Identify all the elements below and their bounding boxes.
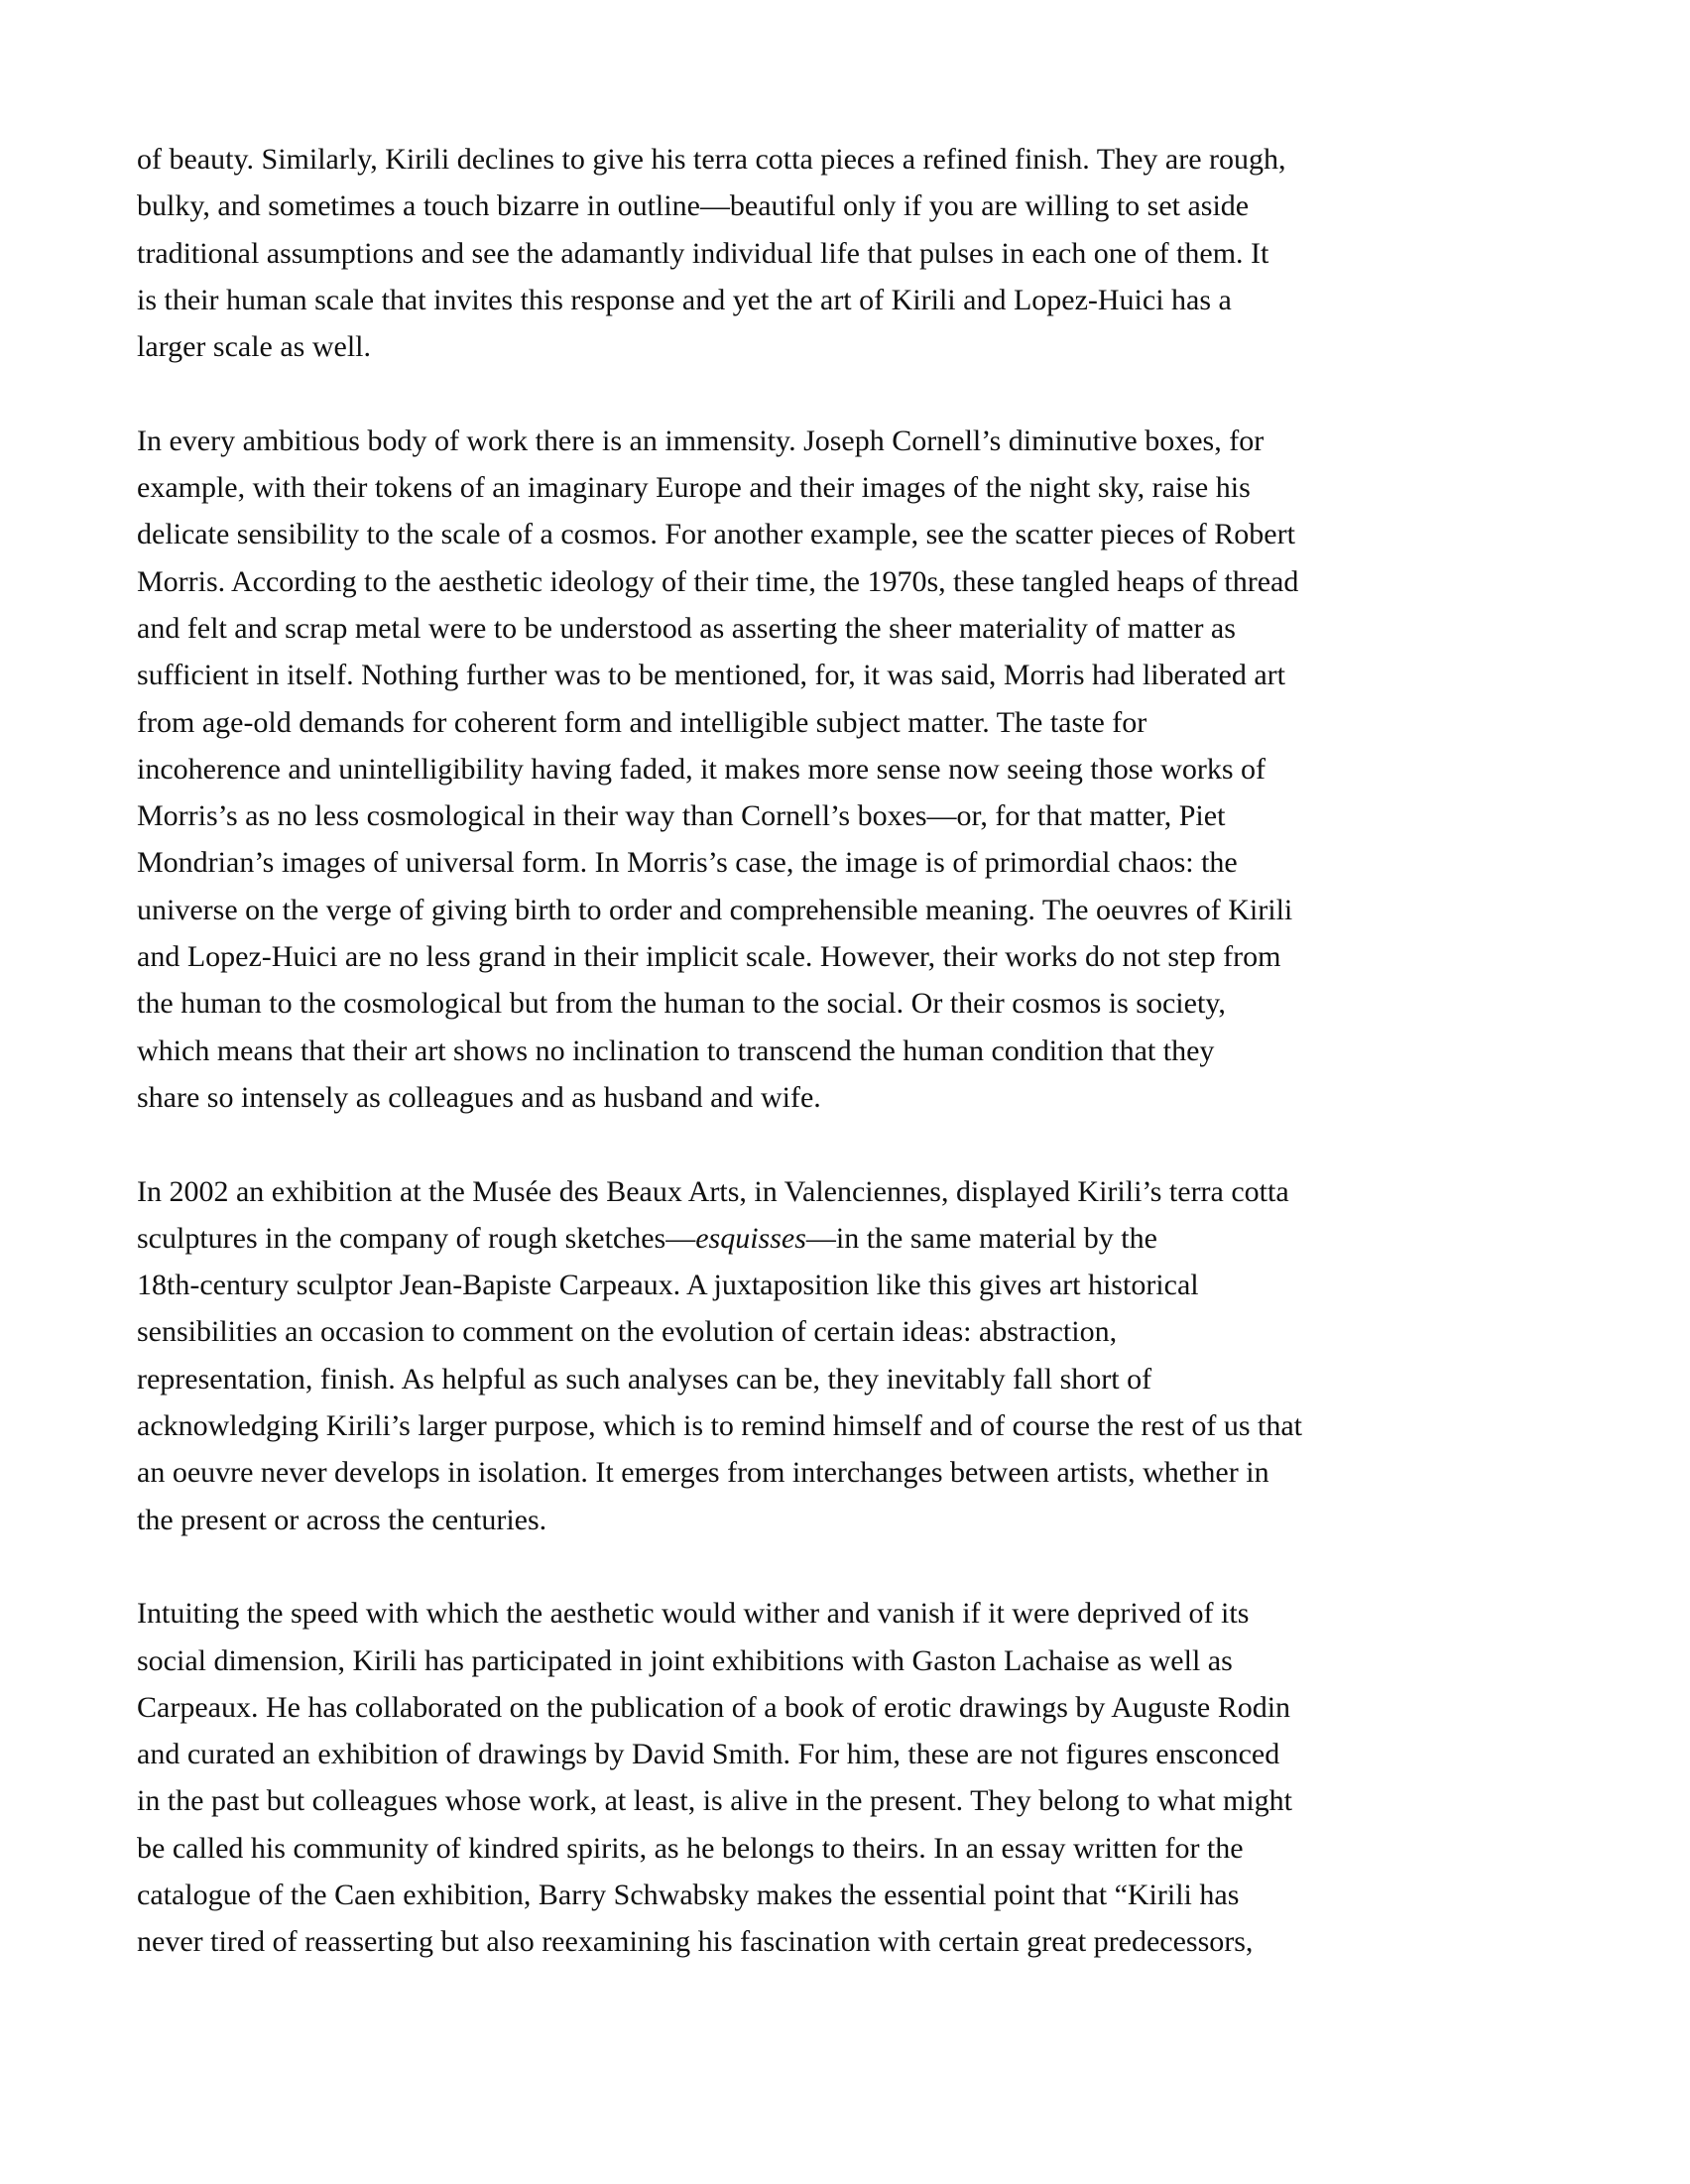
text-line: incoherence and unintelligibility having faded, it makes more sense now seeing those works of <box>137 752 1267 786</box>
text-line: example, with their tokens of an imaginary Europe and their images of the night sky, raise his <box>137 471 1251 505</box>
text-line: which means that their art shows no inclination to transcend the human condition that they <box>137 1033 1215 1067</box>
paragraph <box>137 1590 1525 1965</box>
text-line: universe on the verge of giving birth to order and comprehensible meaning. The oeuvres of Kirili <box>137 893 1293 926</box>
text-line: is their human scale that invites this response and yet the art of Kirili and Lopez-Huici has a <box>137 283 1232 316</box>
text-line: bulky, and sometimes a touch bizarre in outline—beautiful only if you are willing to set aside <box>137 189 1250 223</box>
text-line: sufficient in itself. Nothing further was to be mentioned, for, it was said, Morris had liberated art <box>137 659 1285 692</box>
text-line: in the past but colleagues whose work, at least, is alive in the present. They belong to what might <box>137 1784 1293 1818</box>
text-line: Morris. According to the aesthetic ideology of their time, the 1970s, these tangled heaps of thread <box>137 564 1299 598</box>
text-line: In 2002 an exhibition at the Musée des Beaux Arts, in Valenciennes, displayed Kirili’s terra cotta <box>137 1174 1289 1208</box>
text-line: of beauty. Similarly, Kirili declines to give his terra cotta pieces a refined finish. They are rough, <box>137 143 1286 176</box>
text-line: representation, finish. As helpful as such analyses can be, they inevitably fall short of <box>137 1362 1152 1395</box>
text-line: Carpeaux. He has collaborated on the publication of a book of erotic drawings by Auguste Rodin <box>137 1690 1291 1724</box>
text-line: social dimension, Kirili has participated in joint exhibitions with Gaston Lachaise as well as <box>137 1643 1233 1677</box>
text-line: never tired of reasserting but also reexamining his fascination with certain great predecessors, <box>137 1925 1254 1959</box>
paragraph <box>137 1168 1525 1543</box>
text-line: the present or across the centuries. <box>137 1503 547 1536</box>
text-line: catalogue of the Caen exhibition, Barry Schwabsky makes the essential point that “Kirili has <box>137 1878 1240 1911</box>
text-line: share so intensely as colleagues and as husband and wife. <box>137 1080 821 1114</box>
document-body <box>137 136 1525 2012</box>
text-line: an oeuvre never develops in isolation. It emerges from interchanges between artists, whether in <box>137 1456 1269 1490</box>
text-line: from age-old demands for coherent form and intelligible subject matter. The taste for <box>137 705 1147 739</box>
text-line: Morris’s as no less cosmological in their way than Cornell’s boxes—or, for that matter, Piet <box>137 799 1226 833</box>
text-line: acknowledging Kirili’s larger purpose, which is to remind himself and of course the rest of us that <box>137 1409 1303 1443</box>
text-line: In every ambitious body of work there is an immensity. Joseph Cornell’s diminutive boxes, for <box>137 424 1265 457</box>
text-line: larger scale as well. <box>137 330 372 364</box>
text-line: Intuiting the speed with which the aesthetic would wither and vanish if it were deprived of its <box>137 1597 1250 1631</box>
paragraph <box>137 418 1525 1121</box>
text-line <box>137 1215 1525 1262</box>
text-line: sensibilities an occasion to comment on the evolution of certain ideas: abstraction, <box>137 1315 1118 1349</box>
text-line: traditional assumptions and see the adamantly individual life that pulses in each one of them. It <box>137 236 1269 270</box>
text-segment: —in the same material by the <box>805 1221 1157 1255</box>
text-line: the human to the cosmological but from the human to the social. Or their cosmos is society, <box>137 987 1226 1021</box>
text-line: and curated an exhibition of drawings by David Smith. For him, these are not figures ensconced <box>137 1738 1280 1771</box>
text-line: be called his community of kindred spirits, as he belongs to theirs. In an essay written for the <box>137 1831 1244 1865</box>
text-line: and felt and scrap metal were to be understood as asserting the sheer materiality of matter as <box>137 611 1236 645</box>
text-line: and Lopez-Huici are no less grand in their implicit scale. However, their works do not step from <box>137 940 1281 974</box>
text-segment: sculptures in the company of rough sketches— <box>137 1221 696 1255</box>
text-line: Mondrian’s images of universal form. In Morris’s case, the image is of primordial chaos: the <box>137 846 1238 880</box>
paragraph <box>137 136 1525 370</box>
text-line: 18th-century sculptor Jean-Bapiste Carpeaux. A juxtaposition like this gives art historical <box>137 1269 1199 1302</box>
text-line: delicate sensibility to the scale of a cosmos. For another example, see the scatter pieces of Robert <box>137 518 1295 551</box>
italic-term: esquisses <box>695 1221 806 1255</box>
